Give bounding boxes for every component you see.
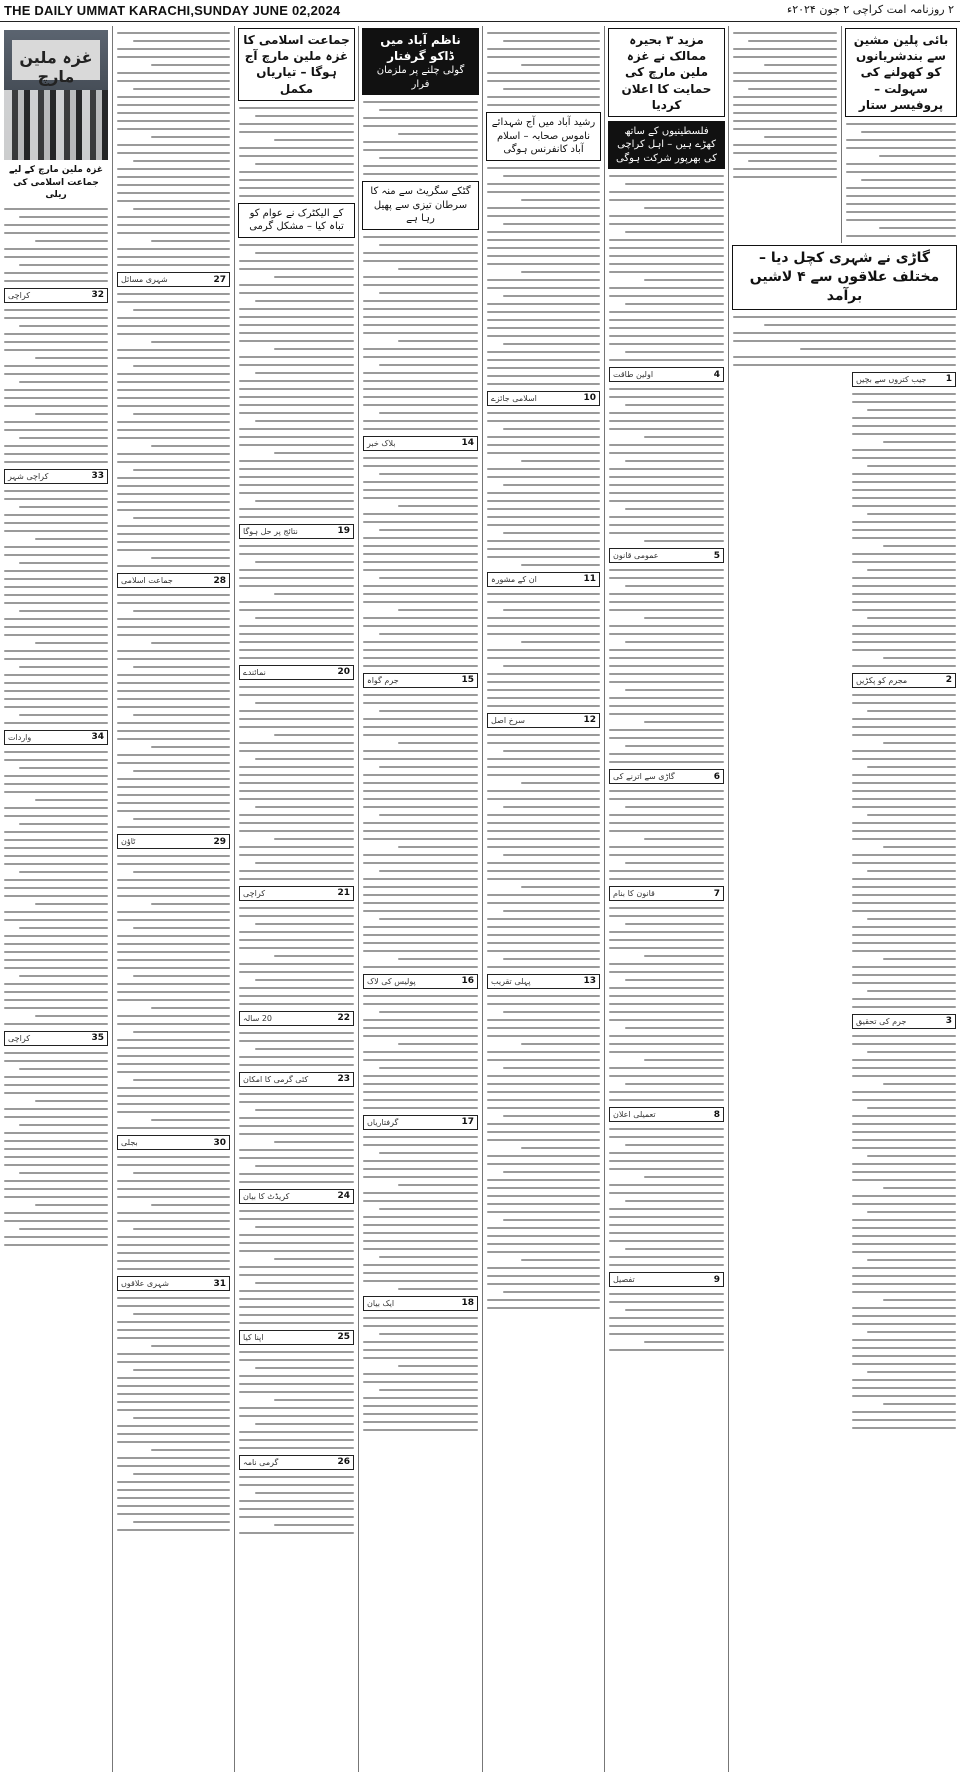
news-number-box: 20 نمائندے <box>239 665 354 680</box>
headline <box>608 28 725 117</box>
news-number-box: 5 عمومی قانون <box>609 548 724 563</box>
headline-text: ناظم آباد میں ڈاکو گرفتار <box>380 33 461 64</box>
section-headline-text: گٹکے سگریٹ سے منہ کا سرطان تیزی سے پھیل رہا ہے <box>370 186 471 225</box>
news-number-box: 8 تعمیلی اعلان <box>609 1107 724 1122</box>
headline-text: جماعت اسلامی کا غزہ ملین مارچ آج ہوگا – تیاریاں مکمل <box>243 33 350 96</box>
masthead <box>0 0 960 22</box>
subheadline-text: گولی چلنے پر ملزمان فرار <box>376 65 465 90</box>
news-number-box: 26 گرمی نامہ <box>239 1455 354 1470</box>
news-number-box: 29 ٹاؤن <box>117 834 230 849</box>
photo-crowd <box>4 90 108 160</box>
news-number-box: 18 ایک بیان <box>363 1296 478 1311</box>
news-number-box: 3 جرم کی تحقیق <box>852 1014 956 1029</box>
news-number-box: 10 اسلامی جائزے <box>487 391 600 406</box>
news-number-box: 14 بلاک خبر <box>363 436 478 451</box>
news-number-box: 31 شہری علاقوں <box>117 1276 230 1291</box>
masthead-title-en: THE DAILY UMMAT KARACHI,SUNDAY JUNE 02,2024 <box>4 3 341 18</box>
news-number-box: 27 شہری مسائل <box>117 272 230 287</box>
news-number-box: 9 تفصیل <box>609 1272 724 1287</box>
photo-caption: غزہ ملین مارچ کے لیے جماعت اسلامی کی ریلی <box>8 165 104 201</box>
news-number-box: 28 جماعت اسلامی <box>117 573 230 588</box>
article-body <box>113 32 234 266</box>
section-headline <box>362 181 479 230</box>
headline <box>845 28 957 117</box>
section-headline-text: کے الیکٹرک نے عوام کو تباہ کیا – مشکل گرمی <box>249 207 344 233</box>
column-7 <box>0 26 112 1772</box>
news-number-box: 35 کراچی <box>4 1031 108 1046</box>
headline <box>362 28 479 95</box>
column-6 <box>112 26 234 1772</box>
column-5 <box>234 26 358 1772</box>
photo-text: غزہ ملین مارچ <box>19 48 93 86</box>
headline <box>486 112 601 161</box>
news-number-box: 13 پہلی تقریب <box>487 974 600 989</box>
news-number-box: 25 اپنا کیا <box>239 1330 354 1345</box>
section-headline-text: گاڑی نے شہری کچل دیا – مختلف علاقوں سے ۴ لاشیں برآمد <box>749 249 940 304</box>
headline <box>238 28 355 101</box>
news-number-box: 4 اولین طاقت <box>609 367 724 382</box>
news-number-box: 22 20 سالہ <box>239 1011 354 1026</box>
news-number-box: 2 مجرم کو پکڑیں <box>852 673 956 688</box>
news-number-box: 23 کئی گرمی کا امکان <box>239 1072 354 1087</box>
top-row <box>729 26 960 243</box>
subheadline-text: فلسطینیوں کے ساتھ کھڑے ہیں – اہل کراچی کی بھرپور شرکت ہوگی <box>616 125 717 164</box>
headline-text: مزید ۳ بحیرہ ممالک نے غزہ ملین مارچ کی حمایت کا اعلان کردیا <box>621 33 712 112</box>
news-number-box: 21 کراچی <box>239 886 354 901</box>
news-number-box: 30 بجلی <box>117 1135 230 1150</box>
column-2 <box>604 26 728 1772</box>
section-headline <box>732 245 957 310</box>
headline-text: بائی پلین مشین سے بندشریانوں کو کھولنے کی سہولت – پروفیسر ستار <box>853 33 949 112</box>
news-photo <box>4 30 108 160</box>
news-number-box: 6 گاڑی سے اترنے کی <box>609 769 724 784</box>
news-number-box: 19 نتائج پر حل ہوگا <box>239 524 354 539</box>
news-number-box: 33 کراچی شہر <box>4 469 108 484</box>
column-3 <box>482 26 604 1772</box>
news-number-box: 16 پولیس کی لاک <box>363 974 478 989</box>
news-number-box: 11 ان کے مشورہ <box>487 572 600 587</box>
column-1 <box>728 26 960 1772</box>
column-4 <box>358 26 482 1772</box>
article-body <box>0 208 112 282</box>
subheadline <box>608 121 725 170</box>
news-number-box: 34 واردات <box>4 730 108 745</box>
newspaper-page <box>0 26 960 1772</box>
headline-text: رشید آباد میں آج شہدائے ناموس صحابہ – اسلام آباد کانفرنس ہوگی <box>491 117 596 155</box>
news-number-box: 15 جرم گواہ <box>363 673 478 688</box>
news-number-box: 12 سرخ اصل <box>487 713 600 728</box>
news-number-box: 24 کریڈٹ کا بیان <box>239 1189 354 1204</box>
news-number-box: 1 جیب کتروں سے بچیں <box>852 372 956 387</box>
masthead-title-ur: ۲ روزنامہ امت کراچی ۲ جون ۲۰۲۴ء <box>787 3 954 16</box>
news-number-box: 17 گرفتاریاں <box>363 1115 478 1130</box>
news-number-box: 32 کراچی <box>4 288 108 303</box>
section-headline <box>238 203 355 238</box>
news-number-box: 7 قانون کا بنام <box>609 886 724 901</box>
